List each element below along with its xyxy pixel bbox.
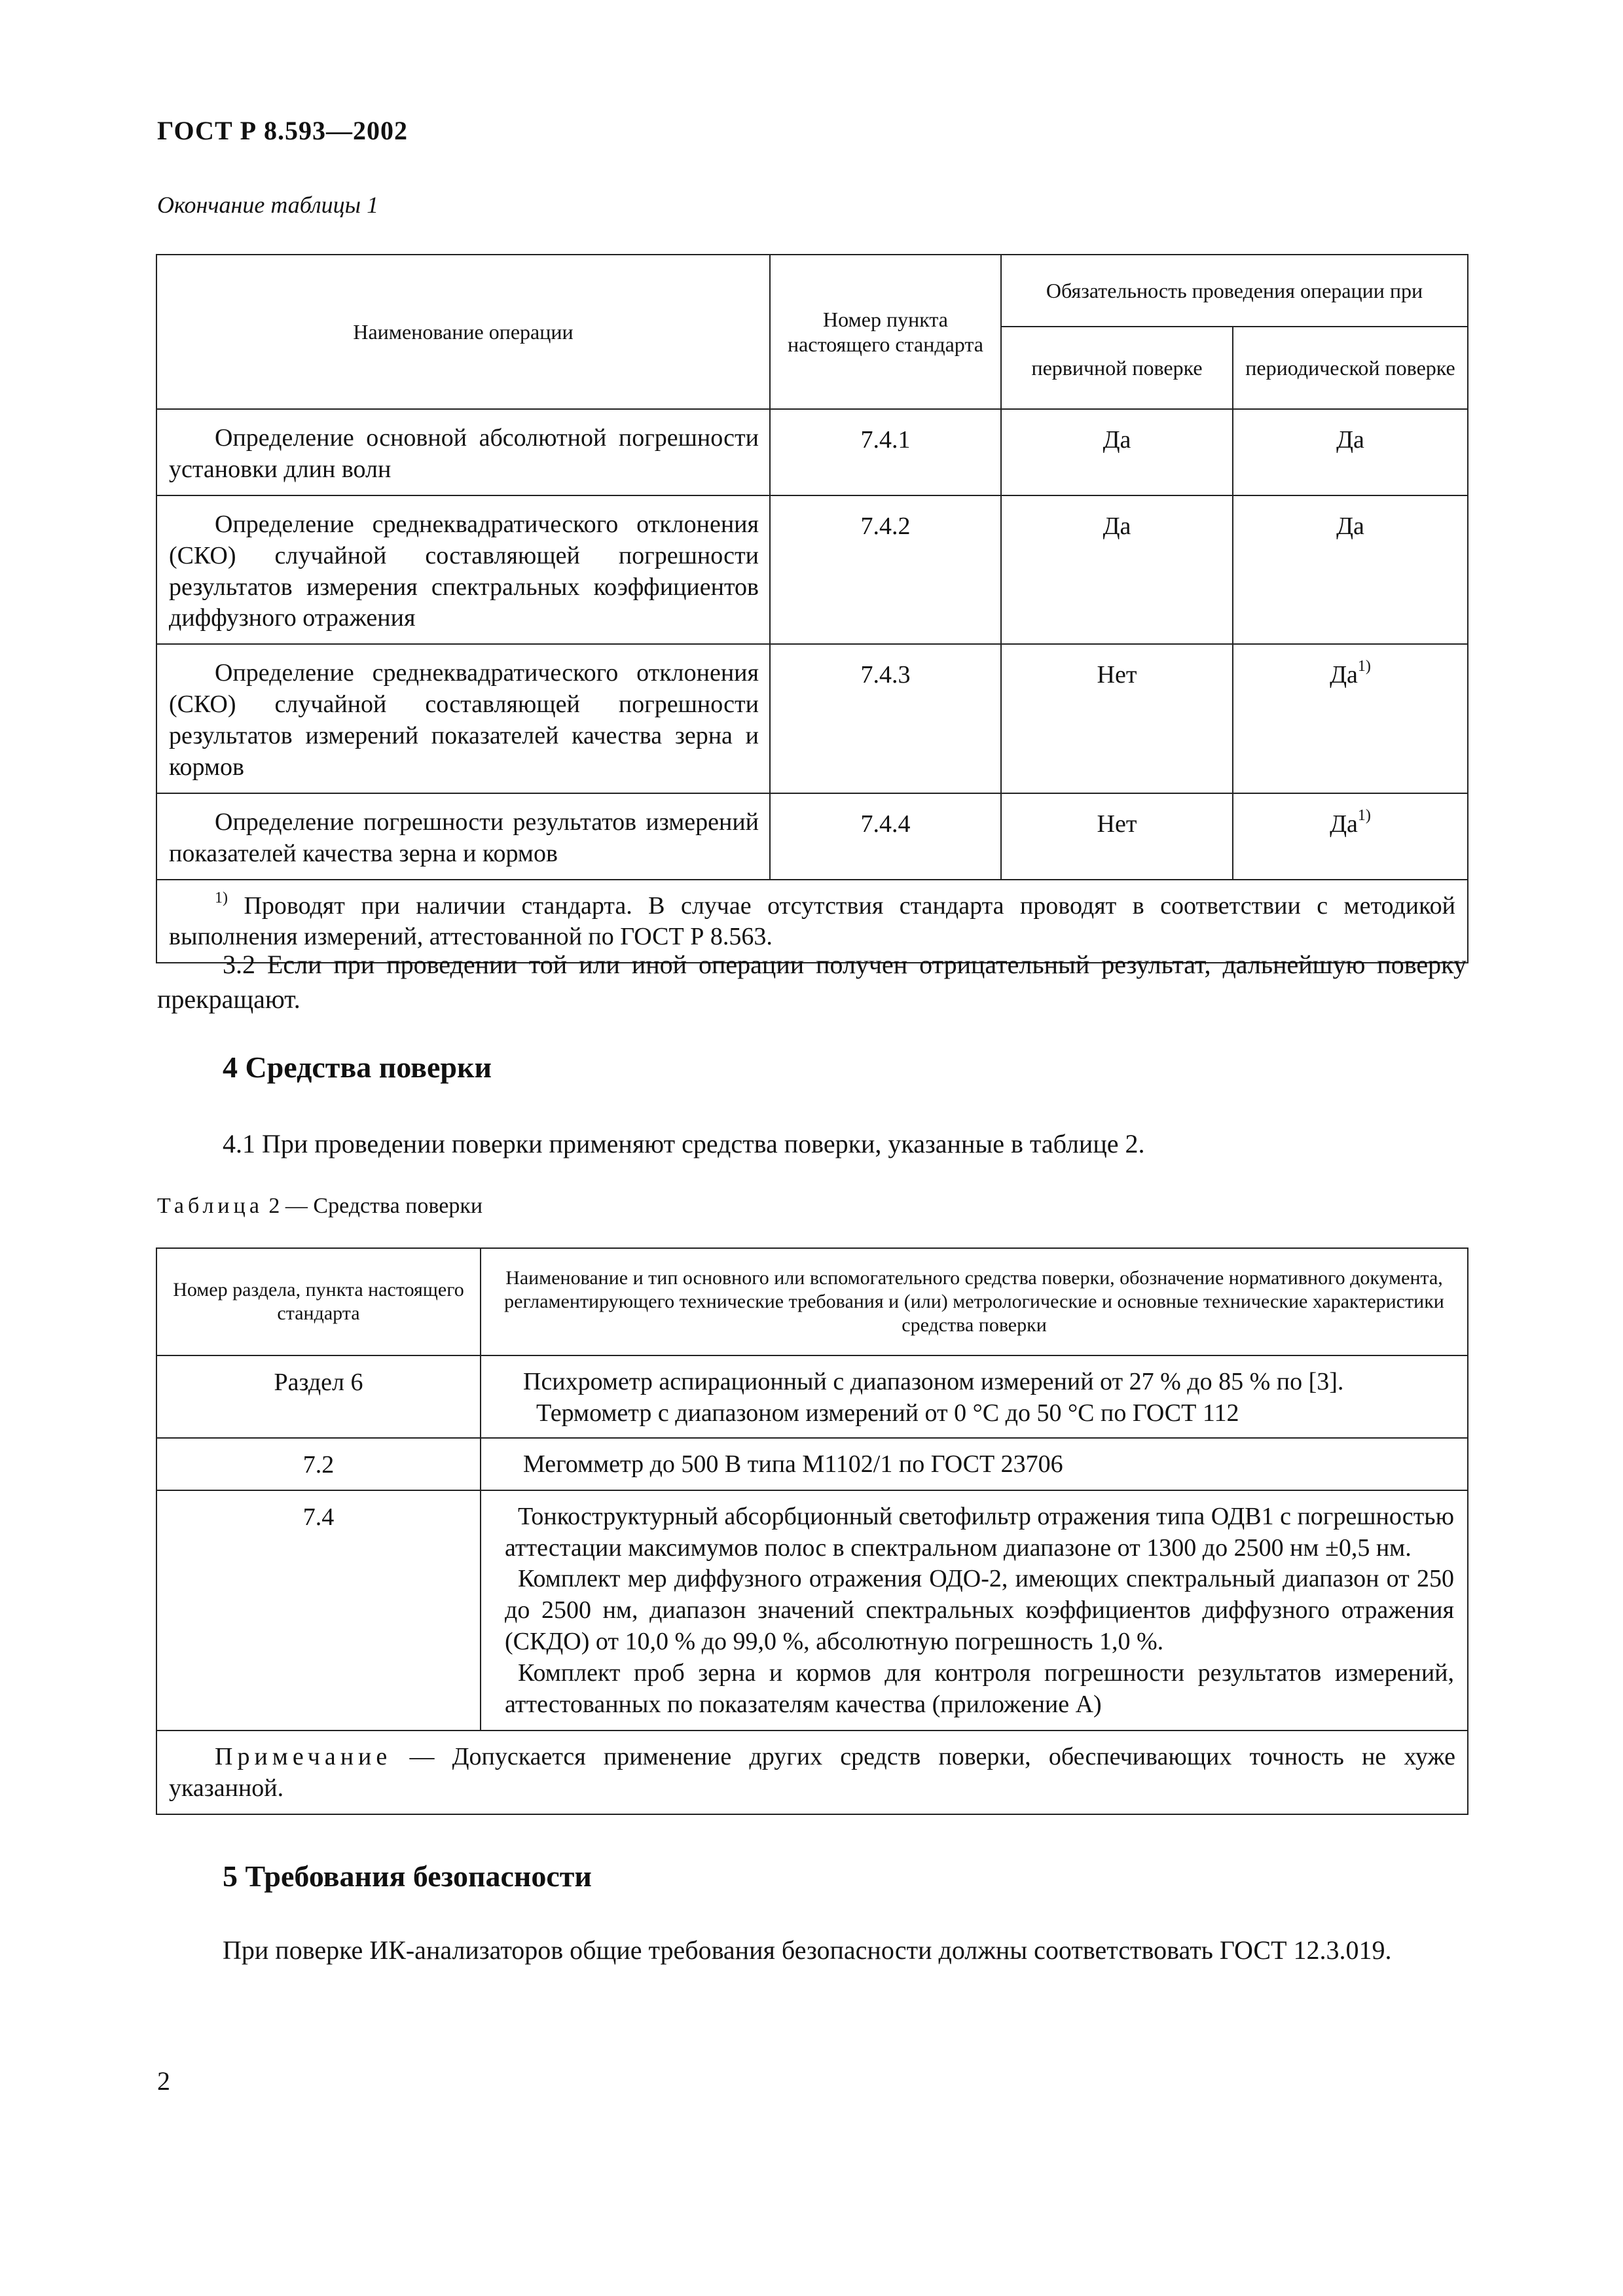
- table1: [156, 254, 1468, 963]
- document-code: ГОСТ Р 8.593—2002: [157, 116, 409, 145]
- table1-primary: Да: [1001, 409, 1233, 495]
- table1-operation: Определение основной абсолютной погрешности установки длин волн: [169, 424, 759, 483]
- table1-periodic: Да: [1336, 512, 1364, 540]
- table1-caption: Окончание таблицы 1: [157, 192, 379, 218]
- table1-header-primary: первичной поверке: [1001, 327, 1233, 409]
- table1-header-clause: Номер пункта настоящего стандарта: [770, 255, 1001, 409]
- table1-clause: 7.4.1: [770, 409, 1001, 495]
- table1-primary: Да: [1001, 495, 1233, 645]
- section-4-heading: 4 Средства поверки: [223, 1050, 492, 1084]
- table2-caption-word: Таблица: [157, 1194, 263, 1218]
- section-5-heading: 5 Требования безопасности: [223, 1859, 592, 1893]
- table1-header-operation: Наименование операции: [156, 255, 770, 409]
- table1-footnote: Проводят при наличии стандарта. В случае отсутствия стандарта проводят в соответствии с методикой выполнения измерений, аттестованной по ГОСТ Р 8.563.: [169, 891, 1455, 951]
- table-row: [156, 495, 1468, 645]
- table-row: [156, 409, 1468, 495]
- table1-clause: 7.4.2: [770, 495, 1001, 645]
- table1-clause: 7.4.4: [770, 793, 1001, 880]
- table1-periodic: Да: [1330, 661, 1358, 689]
- table1-primary: Нет: [1001, 644, 1233, 793]
- table-row: [156, 644, 1468, 793]
- note-text: — Допускается применение других средств поверки, обеспечивающих точность не хуже указанной.: [169, 1742, 1456, 1802]
- table2-header-description: Наименование и тип основного или вспомогательного средства поверки, обозначение нормативного документа, регламентирующего технические требования и (или) метрологические и основные технические характеристики средства поверки: [481, 1248, 1468, 1355]
- footnote-ref: 1): [1357, 806, 1371, 824]
- table-row: [156, 1490, 1468, 1731]
- page-number: 2: [157, 2066, 170, 2096]
- table2-line: Комплект проб зерна и кормов для контроля погрешности результатов измерений, аттестованных по показателям качества (приложение А): [505, 1659, 1454, 1718]
- table1-periodic: Да: [1336, 426, 1364, 454]
- footnote-ref: 1): [1357, 658, 1371, 675]
- table2-line: Комплект мер диффузного отражения ОДО-2, имеющих спектральный диапазон от 250 до 2500 нм, диапазон значений спектральных коэффициентов диффузного отражения (СКДО) от 10,0 % до 99,0 %, абсолютную погрешность 1,0 %.: [505, 1565, 1454, 1656]
- table1-primary: Нет: [1001, 793, 1233, 880]
- footnote-mark: 1): [215, 889, 228, 906]
- table2-line: Термометр с диапазоном измерений от 0 °С до 50 °С по ГОСТ 112: [536, 1399, 1239, 1427]
- table2-header-section: Номер раздела, пункта настоящего стандарта: [156, 1248, 481, 1355]
- table1-operation: Определение погрешности результатов измерений показателей качества зерна и кормов: [169, 808, 759, 867]
- table-row: [156, 1438, 1468, 1490]
- table1-clause: 7.4.3: [770, 644, 1001, 793]
- table1-operation: Определение среднеквадратического отклонения (СКО) случайной составляющей погрешности результатов измерений показателей качества зерна и кормов: [169, 659, 759, 781]
- table1-operation: Определение среднеквадратического отклонения (СКО) случайной составляющей погрешности результатов измерения спектральных коэффициентов диффузного отражения: [169, 510, 759, 632]
- table2-line: Тонкоструктурный абсорбционный светофильтр отражения типа ОДВ1 с погрешностью аттестации максимумов полос в спектральном диапазоне от 1300 до 2500 нм ±0,5 нм.: [505, 1502, 1454, 1562]
- table2-caption: [157, 1194, 483, 1219]
- table2-section: 7.2: [156, 1438, 481, 1490]
- paragraph-4-1: 4.1 При проведении поверки применяют средства поверки, указанные в таблице 2.: [223, 1129, 1145, 1158]
- table1-header-periodic: периодической поверке: [1233, 327, 1468, 409]
- table2-section: 7.4: [156, 1490, 481, 1731]
- table1-header-mandatory: Обязательность проведения операции при: [1001, 255, 1468, 327]
- paragraph-3-2: 3.2 Если при проведении той или иной операции получен отрицательный результат, дальнейшую поверку прекращают.: [157, 950, 1467, 1014]
- table1-periodic: Да: [1330, 810, 1358, 838]
- table2: [156, 1247, 1468, 1815]
- section-5-paragraph: При поверке ИК-анализаторов общие требования безопасности должны соответствовать ГОСТ 12.3.019.: [223, 1935, 1392, 1965]
- table2-line: Мегомметр до 500 В типа М1102/1 по ГОСТ 23706: [523, 1450, 1063, 1478]
- table-row: [156, 1355, 1468, 1438]
- note-label: Примечание: [215, 1742, 392, 1770]
- table2-note-row: [156, 1731, 1468, 1814]
- table2-section: Раздел 6: [156, 1355, 481, 1438]
- table-row: [156, 793, 1468, 880]
- table2-line: Психрометр аспирационный с диапазоном измерений от 27 % до 85 % по [3].: [523, 1368, 1344, 1395]
- table2-caption-text: 2 — Средства поверки: [268, 1194, 483, 1218]
